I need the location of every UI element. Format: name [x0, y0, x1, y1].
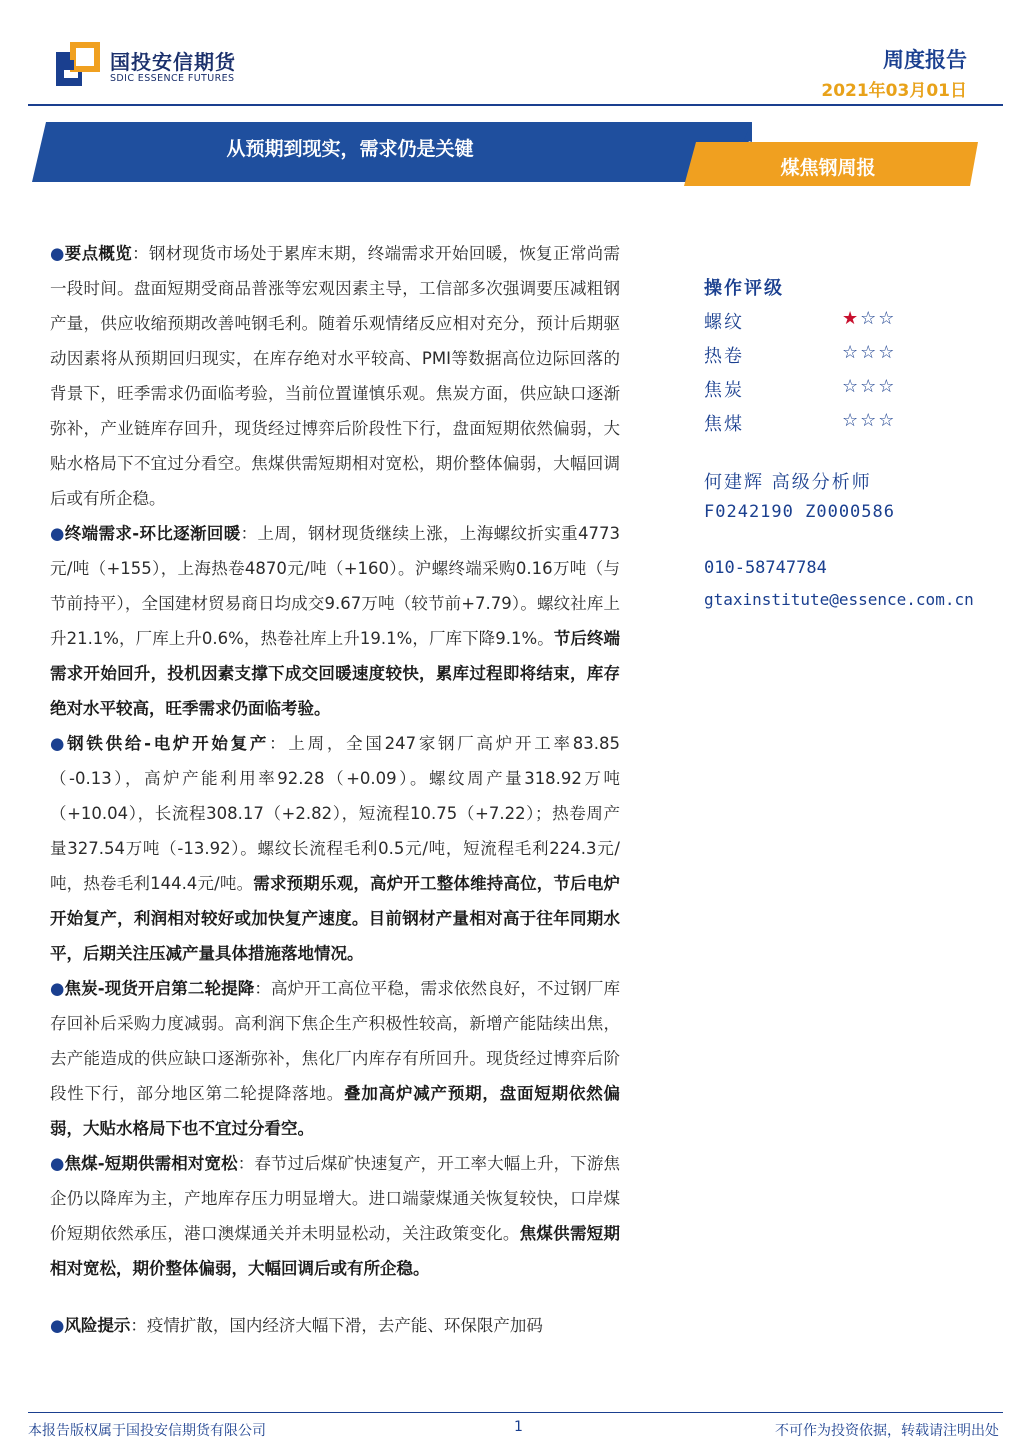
- header-divider: [28, 104, 1003, 106]
- section-text: ：疫情扩散，国内经济大幅下滑，去产能、环保限产加码: [130, 1316, 543, 1335]
- rating-title: 操作评级: [704, 278, 784, 299]
- section-demand: [50, 516, 620, 726]
- star-empty-icon: ☆☆: [860, 308, 897, 329]
- star-filled-icon: ★: [842, 308, 861, 329]
- section-text: ：上周，钢材现货继续上涨，上海螺纹折实重4773元/吨（+155），上海热卷4870元/吨（+160）。沪螺终端采购0.16万吨（与节前持平），全国建材贸易商日均成交9.67万吨（较节前+7.79）。螺纹社库上升21.1%，厂库上升0.6%，热卷社库上升19.1%，厂库下降9.1%。: [50, 524, 620, 648]
- company-name-cn: 国投安信期货: [110, 50, 236, 74]
- rating-stars: [842, 308, 896, 329]
- report-date: 2021年03月01日: [821, 81, 967, 101]
- section-steel-supply: [50, 726, 620, 971]
- company-name-en: SDIC ESSENCE FUTURES: [110, 73, 235, 84]
- contact-email[interactable]: gtaxinstitute@essence.com.cn: [704, 590, 974, 609]
- rating-row-coke: [704, 376, 1014, 410]
- section-conclusion: 节后终端需求开始回升，投机因素支撑下成交回暖速度较快，累库过程即将结束，库存绝对水平较高，旺季需求仍面临考验。: [50, 629, 621, 718]
- section-heading: 终端需求-环比逐渐回暖: [64, 524, 241, 543]
- section-text: ：高炉开工高位平稳，需求依然良好，不过钢厂库存回补后采购力度减弱。高利润下焦企生产积极性较高，新增产能陆续出焦，去产能造成的供应缺口逐渐弥补，焦化厂内库存有所回升。现货经过博弈后阶段性下行，部分地区第二轮提降落地。: [50, 979, 620, 1103]
- copyright-notice: 本报告版权属于国投安信期货有限公司: [28, 1423, 266, 1439]
- section-text: ：上周，全国247家钢厂高炉开工率83.85（-0.13），高炉产能利用率92.28（+0.09）。螺纹周产量318.92万吨（+10.04），长流程308.17（+2.82），短流程10.75（+7.22）；热卷周产量327.54万吨（-13.92）。螺纹长流程毛利0.5元/吨，短流程毛利224.3元/吨，热卷毛利144.4元/吨。: [50, 734, 620, 893]
- rating-label: 热卷: [704, 346, 744, 367]
- star-empty-icon: ☆☆☆: [842, 410, 897, 431]
- section-coking-coal: [50, 1146, 620, 1286]
- star-empty-icon: ☆☆☆: [842, 342, 897, 363]
- section-heading: 焦炭-现货开启第二轮提降: [64, 979, 255, 998]
- spacer: [50, 1286, 620, 1308]
- section-heading: 焦煤-短期供需相对宽松: [64, 1154, 238, 1173]
- section-heading: 要点概览: [64, 244, 133, 263]
- report-body: [50, 236, 620, 1343]
- section-conclusion: 叠加高炉减产预期，盘面短期依然偏弱，大贴水格局下也不宜过分看空。: [50, 1084, 620, 1138]
- section-conclusion: 需求预期乐观，高炉开工整体维持高位，节后电炉开始复产，利润相对较好或加快复产速度。目前钢材产量相对高于往年同期水平，后期关注压减产量具体措施落地情况。: [50, 874, 621, 963]
- bullet-icon: ●: [50, 979, 65, 998]
- section-text: ：春节过后煤矿快速复产，开工率大幅上升，下游焦企仍以降库为主，产地库存压力明显增大。进口端蒙煤通关恢复较快，口岸煤价短期依然承压，港口澳煤通关并未明显松动，关注政策变化。: [50, 1154, 620, 1243]
- bullet-icon: ●: [50, 1154, 65, 1173]
- page-number: 1: [514, 1419, 523, 1435]
- rating-label: 焦炭: [704, 380, 744, 401]
- section-coke: [50, 971, 620, 1146]
- report-category-tag: 煤焦钢周报: [780, 157, 876, 179]
- rating-stars: [842, 410, 896, 431]
- rating-stars: [842, 376, 896, 397]
- section-overview: [50, 236, 620, 516]
- bullet-icon: ●: [50, 734, 68, 753]
- rating-row-hot-coil: [704, 342, 1014, 376]
- rating-stars: [842, 342, 896, 363]
- section-heading: 风险提示: [64, 1316, 131, 1335]
- bullet-icon: ●: [50, 1316, 65, 1335]
- analyst-license: F0242190 Z0000586: [704, 502, 895, 522]
- company-logo-icon: [56, 42, 100, 86]
- sidebar: [704, 274, 1014, 609]
- contact-phone: 010-58747784: [704, 558, 827, 578]
- report-title: 从预期到现实，需求仍是关键: [226, 138, 474, 160]
- bullet-icon: ●: [50, 244, 65, 263]
- report-type: 周度报告: [883, 48, 967, 72]
- analyst-name: 何建辉 高级分析师: [704, 472, 872, 493]
- section-risk: [50, 1308, 620, 1343]
- section-text: ：钢材现货市场处于累库末期，终端需求开始回暖，恢复正常尚需一段时间。盘面短期受商品普涨等宏观因素主导，工信部多次强调要压减粗钢产量，供应收缩预期改善吨钢毛利。随着乐观情绪反应相对充分，预计后期驱动因素将从预期回归现实，在库存绝对水平较高、PMI等数据高位边际回落的背景下，旺季需求仍面临考验，当前位置谨慎乐观。焦炭方面，供应缺口逐渐弥补，产业链库存回升，现货经过博弈后阶段性下行，盘面短期依然偏弱，大贴水格局下不宜过分看空。焦煤供需短期相对宽松，期价整体偏弱，大幅回调后或有所企稳。: [50, 244, 621, 508]
- bullet-icon: ●: [50, 524, 65, 543]
- rating-label: 螺纹: [704, 312, 744, 333]
- section-conclusion: 焦煤供需短期相对宽松，期价整体偏弱，大幅回调后或有所企稳。: [50, 1224, 621, 1278]
- section-heading: 钢铁供给-电炉开始复产: [67, 734, 270, 753]
- disclaimer-notice: 不可作为投资依据，转载请注明出处: [775, 1423, 999, 1439]
- star-empty-icon: ☆☆☆: [842, 376, 897, 397]
- rating-row-coking-coal: [704, 410, 1014, 444]
- rating-row-rebar: [704, 308, 1014, 342]
- rating-label: 焦煤: [704, 414, 744, 435]
- footer-divider: [28, 1412, 1003, 1413]
